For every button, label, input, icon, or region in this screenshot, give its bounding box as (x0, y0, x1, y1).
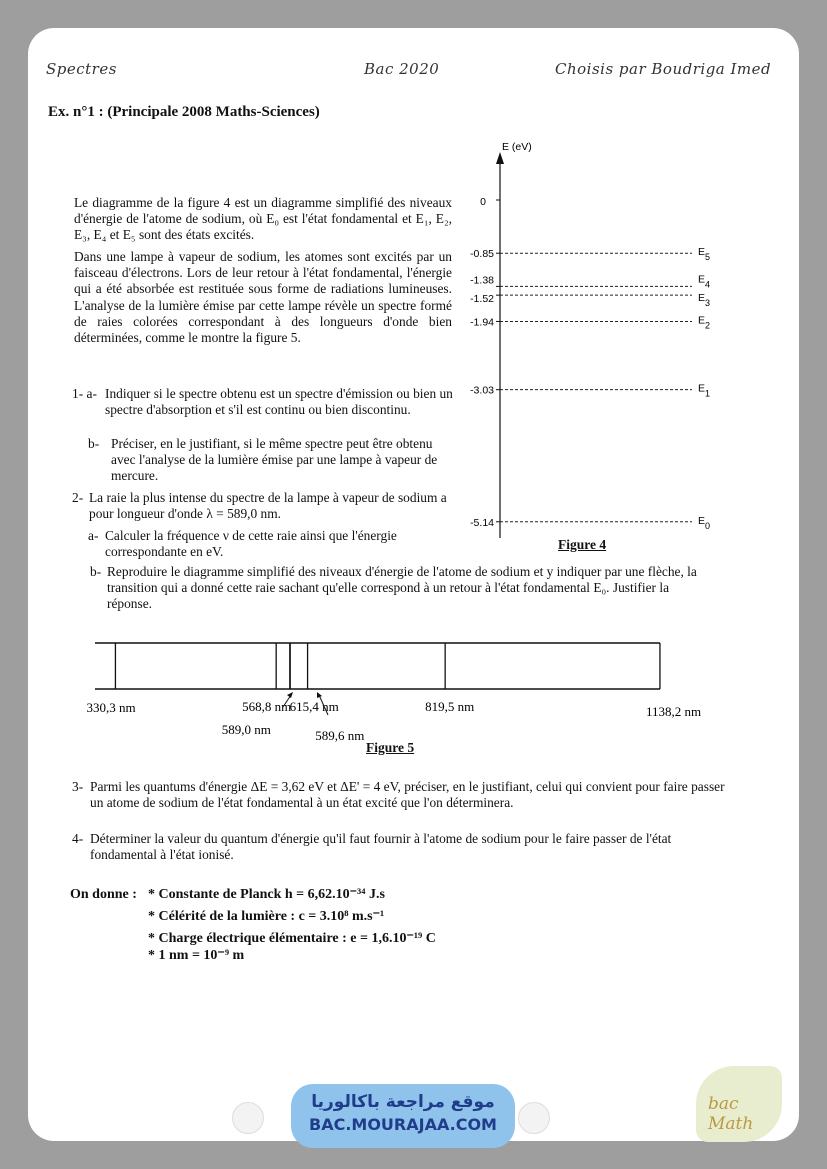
zero-label: 0 (480, 196, 486, 208)
q2a-text: Calculer la fréquence ν de cette raie ainsi que l'énergie correspondante en eV. (105, 528, 397, 560)
energy-levels (470, 246, 710, 531)
spectrum-lines (115, 643, 660, 689)
site-arabic-name: موقع مراجعة باكالوريا (311, 1092, 495, 1112)
q2-number: 2- (72, 490, 84, 505)
spectral-line-label: 615,4 nm (289, 699, 339, 714)
spectral-line-label: 330,3 nm (86, 700, 136, 715)
site-logo-left-icon (232, 1102, 264, 1134)
q3-text: Parmi les quantums d'énergie ΔE = 3,62 eV et ΔE' = 4 eV, préciser, en le justifiant, celui qui convient pour faire passer un atome de sodium de l'état fondamental à un état excité que l'on déterminera. (90, 779, 725, 811)
axis-label: E (eV) (502, 141, 532, 153)
q4-number: 4- (72, 831, 84, 846)
spectral-line-label: 1138,2 nm (645, 704, 702, 719)
bac-math-logo-text: bac Math (708, 1094, 754, 1134)
energy-level-value: -3.03 (470, 384, 494, 397)
energy-level-value: -1.94 (470, 316, 494, 329)
bac-math-logo (696, 1066, 782, 1142)
q3-number: 3- (72, 779, 84, 794)
intro-paragraph-2: Dans une lampe à vapeur de sodium, les atomes sont excités par un faisceau d'électrons. Lors de leur retour à l'état fondamental, l'énergie qui a été absorbée est restituée sous forme de radiations lumineuses. L'analyse de la lumière émise par cette lampe révèle un spectre formé de raies colorées correspondant à des longueurs d'onde bien déterminées, comme le montre la figure 5. (74, 249, 452, 346)
elementary-charge: * Charge électrique élémentaire : e = 1,6.10⁻¹⁹ C (148, 931, 436, 946)
energy-level-diagram (456, 140, 716, 540)
header-right: Choisis par Boudriga Imed (555, 60, 772, 78)
q2b-number: b- (90, 564, 102, 579)
given-intro: On donne : (70, 887, 137, 902)
intro-paragraph-1: Le diagramme de la figure 4 est un diagramme simplifié des niveaux d'énergie de l'atome de sodium, où E₀ est l'état fondamental et E₁, E₂, E₃, E₄ et E₅ sont des états excités. (74, 195, 452, 243)
nm-conversion: * 1 nm = 10⁻⁹ m (148, 948, 245, 963)
planck-constant: * Constante de Planck h = 6,62.10⁻³⁴ J.s (148, 887, 385, 902)
energy-level-name: E0 (698, 514, 711, 531)
sodium-spectrum (86, 636, 702, 746)
q1b-text: Préciser, en le justifiant, si le même spectre peut être obtenu avec l'analyse de la lumière émise par une lampe à vapeur de mercure. (111, 436, 438, 484)
figure5-caption: Figure 5 (366, 740, 415, 755)
energy-level-value: -1.38 (470, 274, 494, 287)
header-center: Bac 2020 (364, 60, 440, 78)
energy-level-name: E1 (698, 382, 711, 399)
energy-level-value: -1.52 (470, 293, 494, 306)
q2-text: La raie la plus intense du spectre de la lampe à vapeur de sodium a pour longueur d'onde λ = 589,0 nm. (89, 490, 447, 522)
figure4-caption: Figure 4 (558, 537, 607, 552)
q1b-number: b- (88, 436, 100, 451)
spectral-line-label: 568,8 nm (242, 699, 292, 714)
spectral-line-label: 589,6 nm (315, 728, 365, 743)
q1a-number: 1- a- (72, 386, 97, 401)
spectrum-labels (86, 699, 701, 743)
q2a-number: a- (88, 528, 99, 543)
q1a-text: Indiquer si le spectre obtenu est un spectre d'émission ou bien un spectre d'absorption et s'il est continu ou bien discontinu. (105, 386, 453, 418)
spectral-line-label: 819,5 nm (425, 699, 475, 714)
q2b-text: Reproduire le diagramme simplifié des niveaux d'énergie de l'atome de sodium et y indiquer par une flèche, la transition qui a donné cette raie sachant qu'elle correspond à un retour à l'état fondamental E₀. Justifier la réponse. (107, 564, 697, 612)
light-speed: * Célérité de la lumière : c = 3.10⁸ m.s⁻¹ (148, 909, 385, 924)
site-url[interactable]: BAC.MOURAJAA.COM (309, 1115, 497, 1134)
spectral-line-label: 589,0 nm (221, 722, 271, 737)
q4-text: Déterminer la valeur du quantum d'énergie qu'il faut fournir à l'atome de sodium pour le faire passer de l'état fondamental à l'état ionisé. (90, 831, 672, 863)
energy-level-name: E2 (698, 314, 711, 331)
header-left: Spectres (46, 60, 117, 78)
site-logo-right-icon (518, 1102, 550, 1134)
energy-level-value: -0.85 (470, 248, 494, 261)
document-page (28, 28, 799, 1141)
energy-level-name: E3 (698, 292, 711, 309)
energy-level-name: E5 (698, 246, 711, 263)
site-banner[interactable] (291, 1084, 515, 1148)
energy-level-value: -5.14 (470, 516, 494, 529)
exercise-title: Ex. n°1 : (Principale 2008 Maths-Sciences) (48, 104, 320, 120)
energy-level-name: E4 (698, 273, 711, 290)
